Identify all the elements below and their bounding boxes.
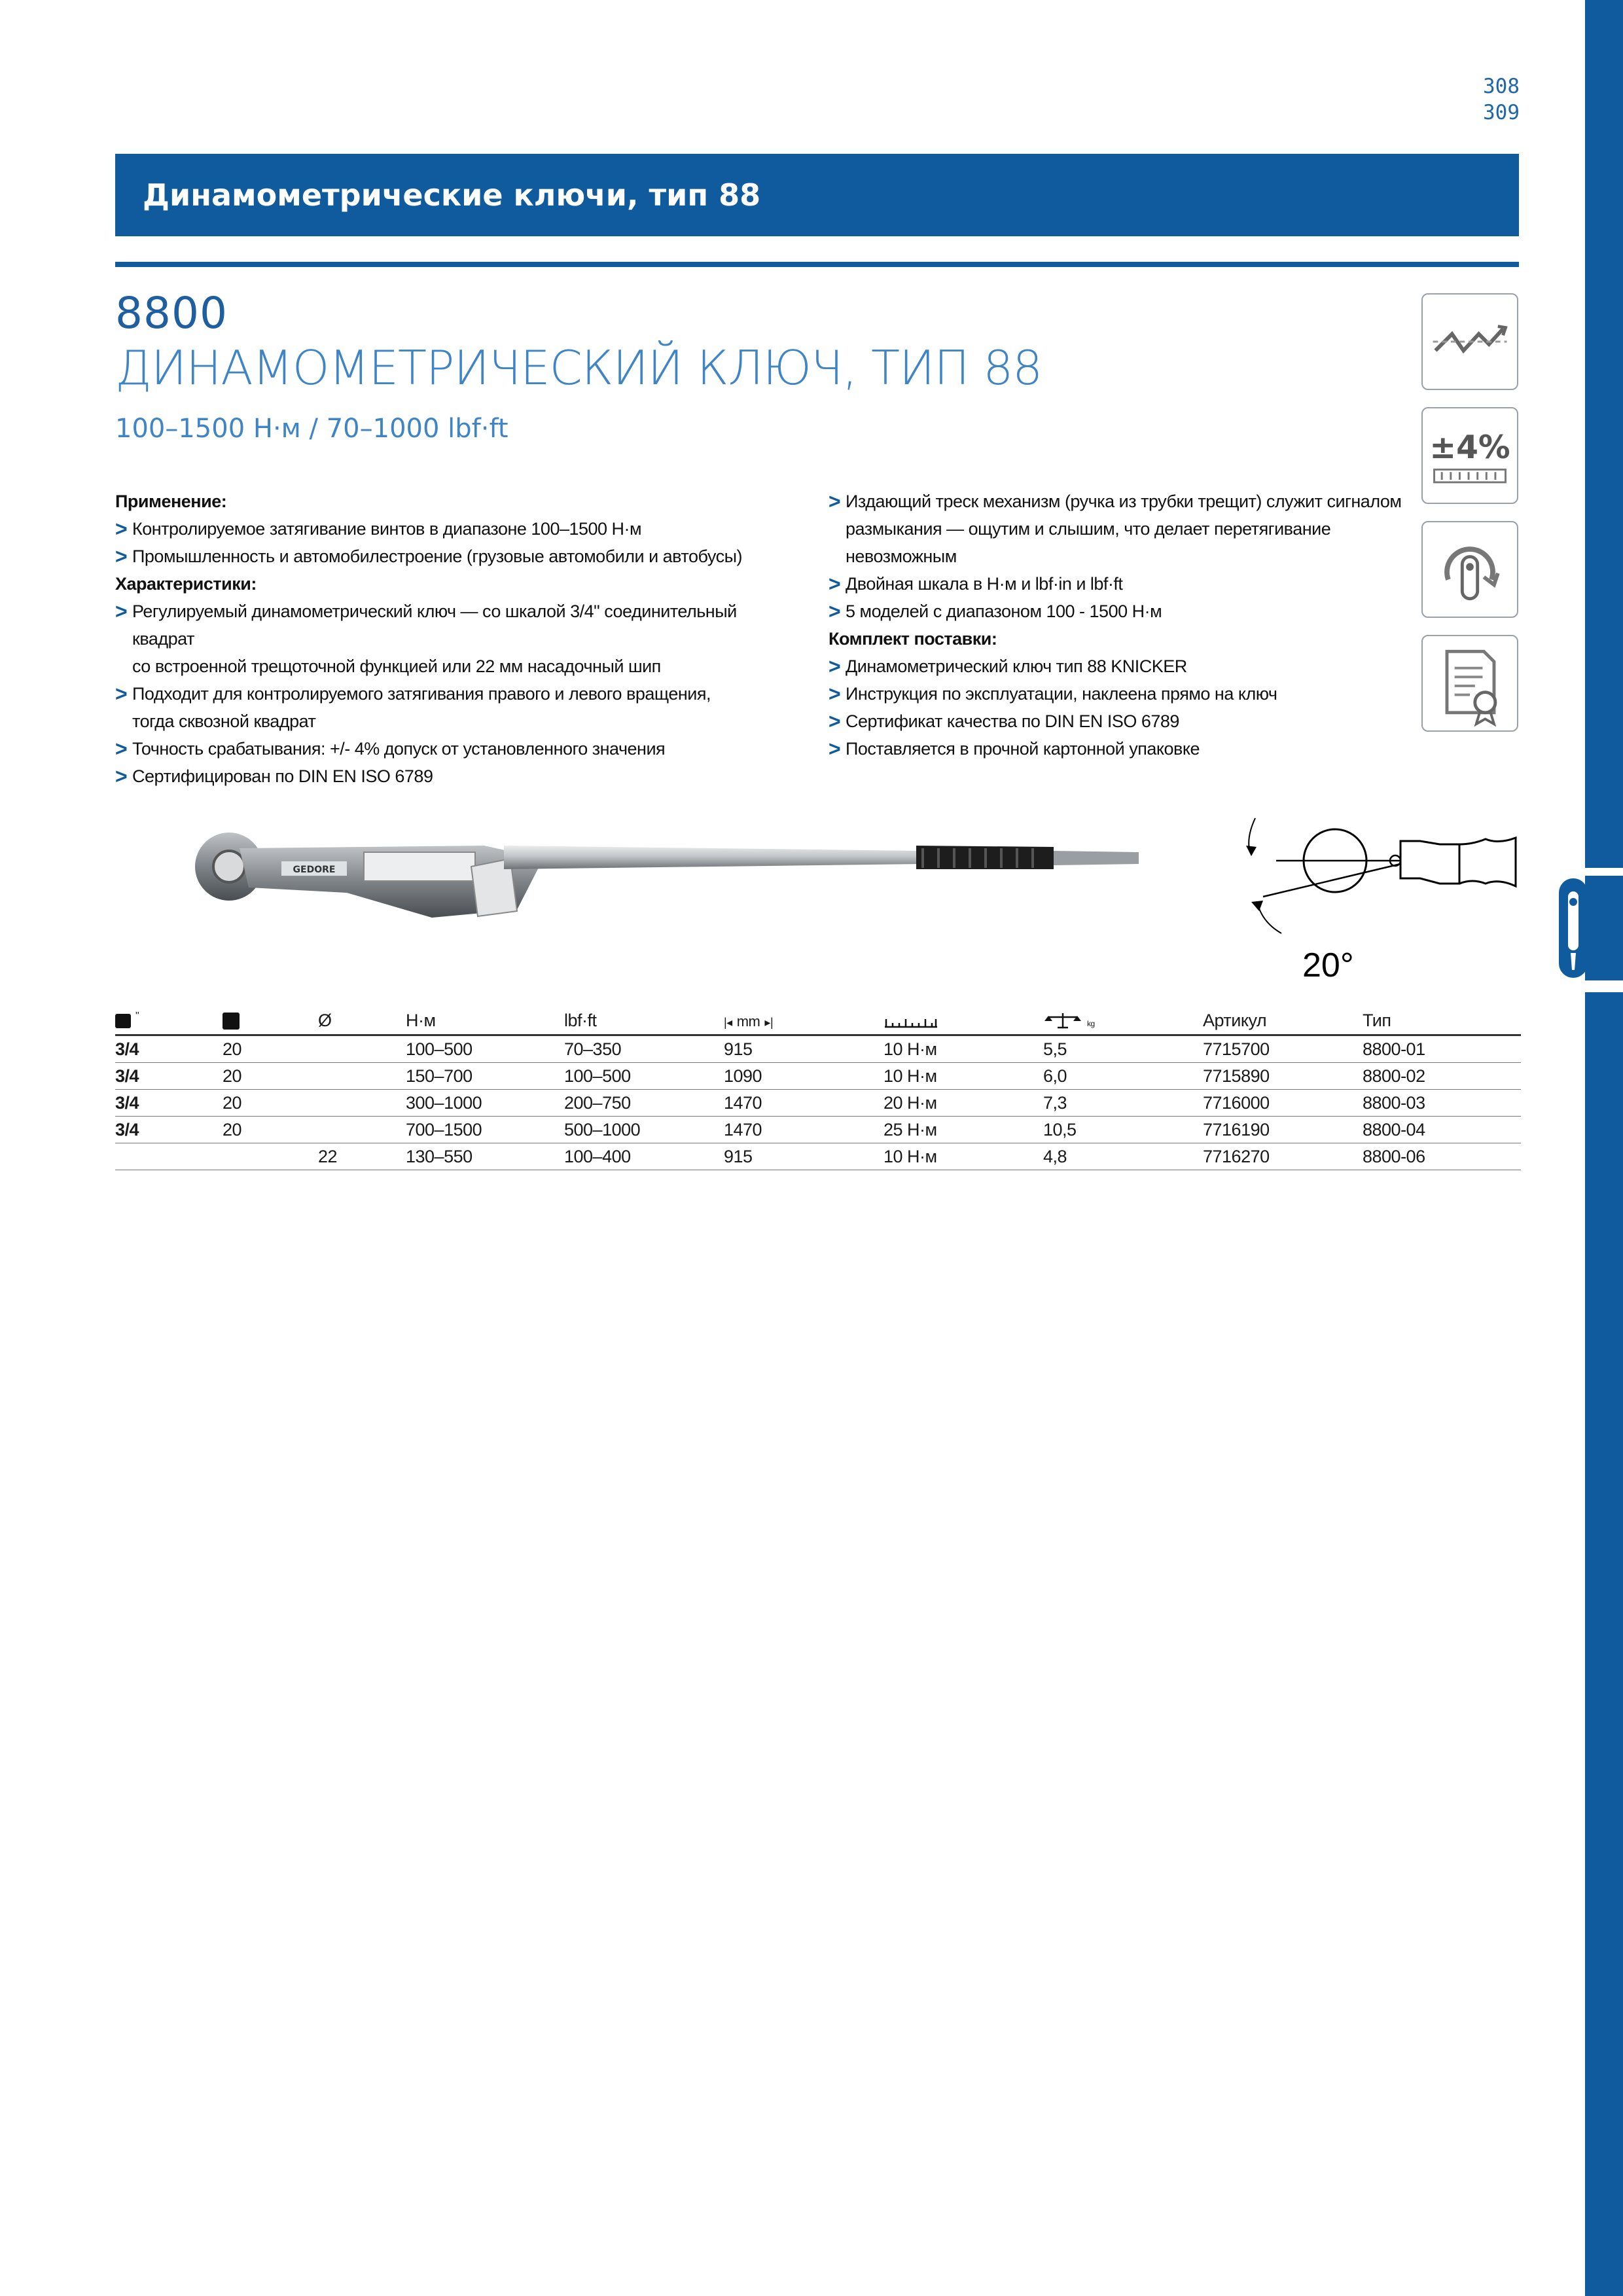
certificate-icon [1421, 635, 1518, 732]
col-square-drive-inch [115, 1007, 223, 1035]
description-right-column [829, 488, 1418, 762]
table-row: 3/4 20 150–700 100–500 1090 10 Н·м 6,0 7715890 8800-02 [115, 1063, 1521, 1090]
specification-table [115, 1007, 1521, 1170]
feature-item-continuation: со встроенной трещоточной функцией или 22 мм насадочный шип [132, 656, 661, 676]
release-angle-diagram [1224, 805, 1520, 988]
col-weight [1043, 1007, 1203, 1035]
square-drive-icon [115, 1014, 131, 1028]
feature-item-continuation: тогда сквозной квадрат [132, 711, 316, 731]
table-row: 3/4 20 100–500 70–350 915 10 Н·м 5,5 7715700 8800-01 [115, 1035, 1521, 1063]
application-item: > Контролируемое затягивание винтов в диапазоне 100–1500 Н·м [115, 515, 796, 543]
feature-item: > Регулируемый динамометрический ключ — со шкалой 3/4" соединительный квадрат [115, 598, 796, 653]
page-numbers [1440, 73, 1520, 126]
square-drive-mm-icon [223, 1013, 240, 1030]
product-name: ДИНАМОМЕТРИЧЕСКИЙ КЛЮЧ, ТИП 88 [115, 340, 1043, 395]
header-divider [115, 262, 1519, 267]
delivery-item: > Динамометрический ключ тип 88 KNICKER [829, 653, 1418, 680]
features-heading: Характеристики: [115, 574, 257, 594]
col-scale-division [883, 1007, 1043, 1035]
col-torque-lbfft: lbf·ft [564, 1007, 724, 1035]
table-row: 3/4 20 300–1000 200–750 1470 20 Н·м 7,3 7716000 8800-03 [115, 1090, 1521, 1117]
inch-mark: " [135, 1010, 139, 1022]
feature-item: > Точность срабатывания: +/- 4% допуск от установленного значения [115, 735, 796, 762]
table-row: 3/4 20 700–1500 500–1000 1470 25 Н·м 10,5 7716190 8800-04 [115, 1117, 1521, 1143]
accuracy-badge-text: ±4% [1429, 429, 1510, 466]
page-number-left: 308 [1483, 75, 1520, 98]
wrench-section-tab-icon [1559, 876, 1623, 980]
length-unit: mm [736, 1013, 760, 1030]
delivery-item: > Поставляется в прочной картонной упаковке [829, 735, 1418, 762]
arrow-right-icon: ▸| [764, 1015, 774, 1029]
weight-unit: kg [1087, 1018, 1095, 1028]
wrench-brand-text: GEDORE [293, 865, 336, 875]
application-item: > Промышленность и автомобилестроение (грузовые автомобили и автобусы) [115, 543, 796, 570]
torque-wrench-image [177, 833, 1145, 937]
col-length [724, 1007, 883, 1035]
section-title: Динамометрические ключи, тип 88 [143, 177, 761, 213]
torque-curve-icon [1421, 293, 1518, 390]
delivery-item: > Сертификат качества по DIN EN ISO 6789 [829, 708, 1418, 735]
table-row: 22 130–550 100–400 915 10 Н·м 4,8 7716270 8800-06 [115, 1143, 1521, 1170]
description-left-column [115, 488, 796, 790]
col-diameter: Ø [318, 1007, 406, 1035]
scale-division-icon [883, 1013, 938, 1030]
feature-item: > 5 моделей с диапазоном 100 - 1500 Н·м [829, 598, 1418, 625]
torque-range: 100–1500 Н·м / 70–1000 lbf·ft [115, 414, 508, 444]
delivery-heading: Комплект поставки: [829, 629, 997, 649]
release-angle-label: 20° [1302, 946, 1354, 984]
ratchet-reversible-icon [1421, 521, 1518, 618]
feature-item: > Двойная шкала в Н·м и lbf·in и lbf·ft [829, 570, 1418, 598]
page-number-right: 309 [1483, 101, 1520, 124]
weight-scale-icon [1043, 1012, 1082, 1030]
arrow-left-icon: |◂ [724, 1015, 732, 1029]
table-header-row [115, 1007, 1521, 1035]
section-header-bar [115, 154, 1519, 236]
accuracy-4-percent-icon [1421, 407, 1518, 504]
side-color-band [1585, 0, 1623, 868]
application-heading: Применение: [115, 492, 227, 511]
col-square-drive-mm [223, 1007, 318, 1035]
delivery-item: > Инструкция по эксплуатации, наклеена прямо на ключ [829, 680, 1418, 708]
col-article: Артикул [1203, 1007, 1363, 1035]
feature-item: > Сертифицирован по DIN EN ISO 6789 [115, 762, 796, 790]
col-torque-nm: Н·м [406, 1007, 564, 1035]
feature-item: > Издающий треск механизм (ручка из трубки трещит) служит сигналом [829, 488, 1418, 515]
product-code: 8800 [115, 288, 228, 338]
feature-item: > Подходит для контролируемого затягивания правого и левого вращения, [115, 680, 796, 708]
feature-item-continuation: размыкания — ощутим и слышим, что делает перетягивание невозможным [846, 519, 1331, 566]
side-color-band-lower [1585, 992, 1623, 2296]
col-type: Тип [1363, 1007, 1521, 1035]
